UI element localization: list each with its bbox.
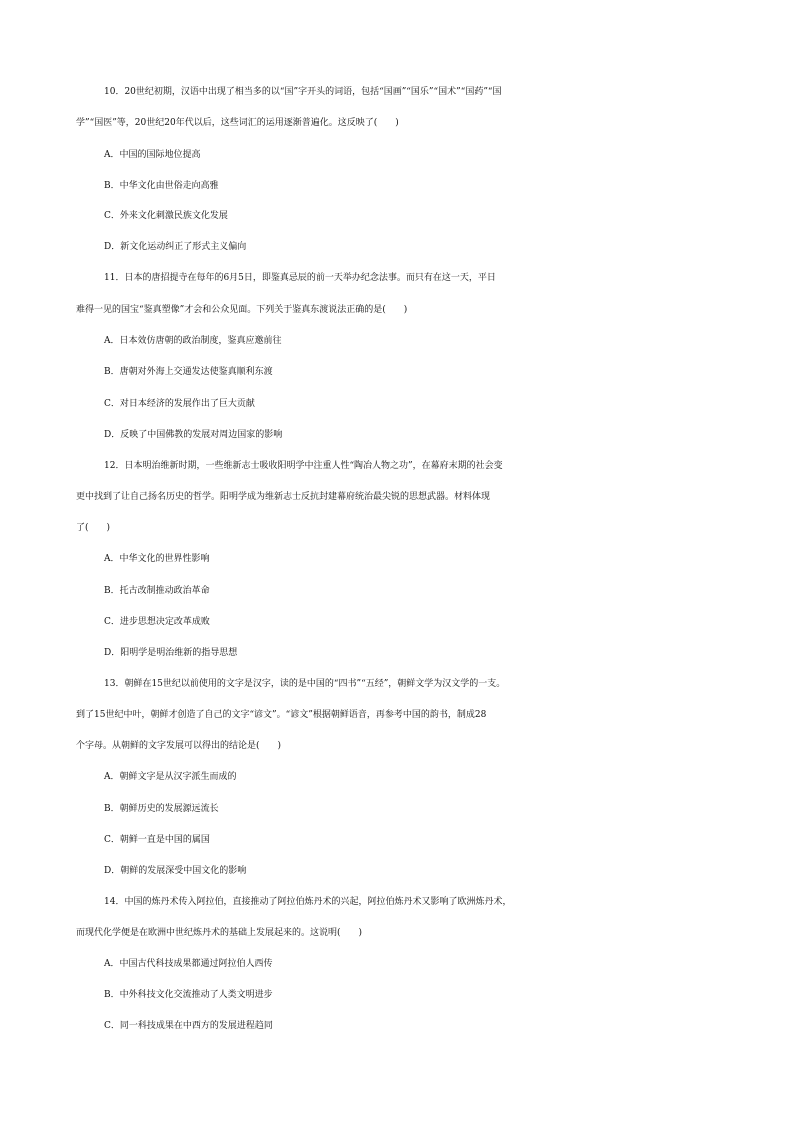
question-11-option-a: A．日本效仿唐朝的政治制度，鉴真应邀前往 [104, 336, 282, 346]
question-11-stem-line-1: 11．日本的唐招提寺在每年的6月5日，即鉴真忌辰的前一天举办纪念法事。而只有在这一天，平日 [104, 273, 496, 283]
question-11-option-c: C．对日本经济的发展作出了巨大贡献 [104, 399, 255, 409]
question-10-option-a: A．中国的国际地位提高 [104, 150, 201, 160]
question-12-stem-line-3: 了( ) [76, 523, 111, 533]
question-11-option-d: D．反映了中国佛教的发展对周边国家的影响 [104, 430, 283, 440]
question-12-option-d: D．阳明学是明治维新的指导思想 [104, 648, 238, 658]
question-13-option-b: B．朝鲜历史的发展源远流长 [104, 804, 219, 814]
question-13-option-c: C．朝鲜一直是中国的属国 [104, 835, 210, 845]
question-13-stem-line-3: 个字母。从朝鲜的文字发展可以得出的结论是( ) [76, 741, 282, 751]
question-14-stem-line-1: 14．中国的炼丹术传入阿拉伯，直接推动了阿拉伯炼丹术的兴起，阿拉伯炼丹术又影响了欧洲炼丹术， [104, 897, 512, 907]
question-10-stem-line-2: 学”“国医”等，20世纪20年代以后，这些词汇的运用逐渐普遍化。这反映了( ) [76, 118, 399, 128]
question-14-option-c: C．同一科技成果在中西方的发展进程趋同 [104, 1021, 273, 1031]
question-12-option-a: A．中华文化的世界性影响 [104, 554, 210, 564]
question-10-option-b: B．中华文化由世俗走向高雅 [104, 181, 219, 191]
question-10-stem-line-1: 10．20世纪初期，汉语中出现了相当多的以“国”字开头的词语，包括“国画”“国乐”“国术”“国药”“国 [104, 87, 502, 97]
question-13-option-d: D．朝鲜的发展深受中国文化的影响 [104, 866, 247, 876]
question-14-option-b: B．中外科技文化交流推动了人类文明进步 [104, 990, 273, 1000]
question-10-option-c: C．外来文化刺激民族文化发展 [104, 211, 228, 221]
question-12-stem-line-1: 12．日本明治维新时期，一些维新志士吸收阳明学中注重人性“陶冶人物之功”，在幕府末期的社会变 [104, 461, 503, 471]
question-11-option-b: B．唐朝对外海上交通发达使鉴真顺利东渡 [104, 367, 273, 377]
question-12-option-c: C．进步思想决定改革成败 [104, 617, 210, 627]
question-11-stem-line-2: 难得一见的国宝“鉴真塑像”才会和公众见面。下列关于鉴真东渡说法正确的是( ) [76, 305, 408, 315]
question-12-stem-line-2: 更中找到了让自己扬名历史的哲学。阳明学成为维新志士反抗封建幕府统治最尖锐的思想武器。材料体现 [76, 492, 491, 502]
question-14-stem-line-2: 而现代化学便是在欧洲中世纪炼丹术的基础上发展起来的。这说明( ) [76, 928, 363, 938]
question-13-stem-line-2: 到了15世纪中叶，朝鲜才创造了自己的文字“谚文”。“谚文”根据朝鲜语音，再参考中国的韵书，制成28 [76, 710, 487, 720]
question-12-option-b: B．托古改制推动政治革命 [104, 586, 210, 596]
question-13-option-a: A．朝鲜文字是从汉字派生而成的 [104, 772, 237, 782]
question-10-option-d: D．新文化运动纠正了形式主义偏向 [104, 242, 247, 252]
question-14-option-a: A．中国古代科技成果都通过阿拉伯人西传 [104, 959, 273, 969]
question-13-stem-line-1: 13．朝鲜在15世纪以前使用的文字是汉字，读的是中国的“四书”“五经”，朝鲜文学为汉文学的一支。 [104, 679, 506, 689]
